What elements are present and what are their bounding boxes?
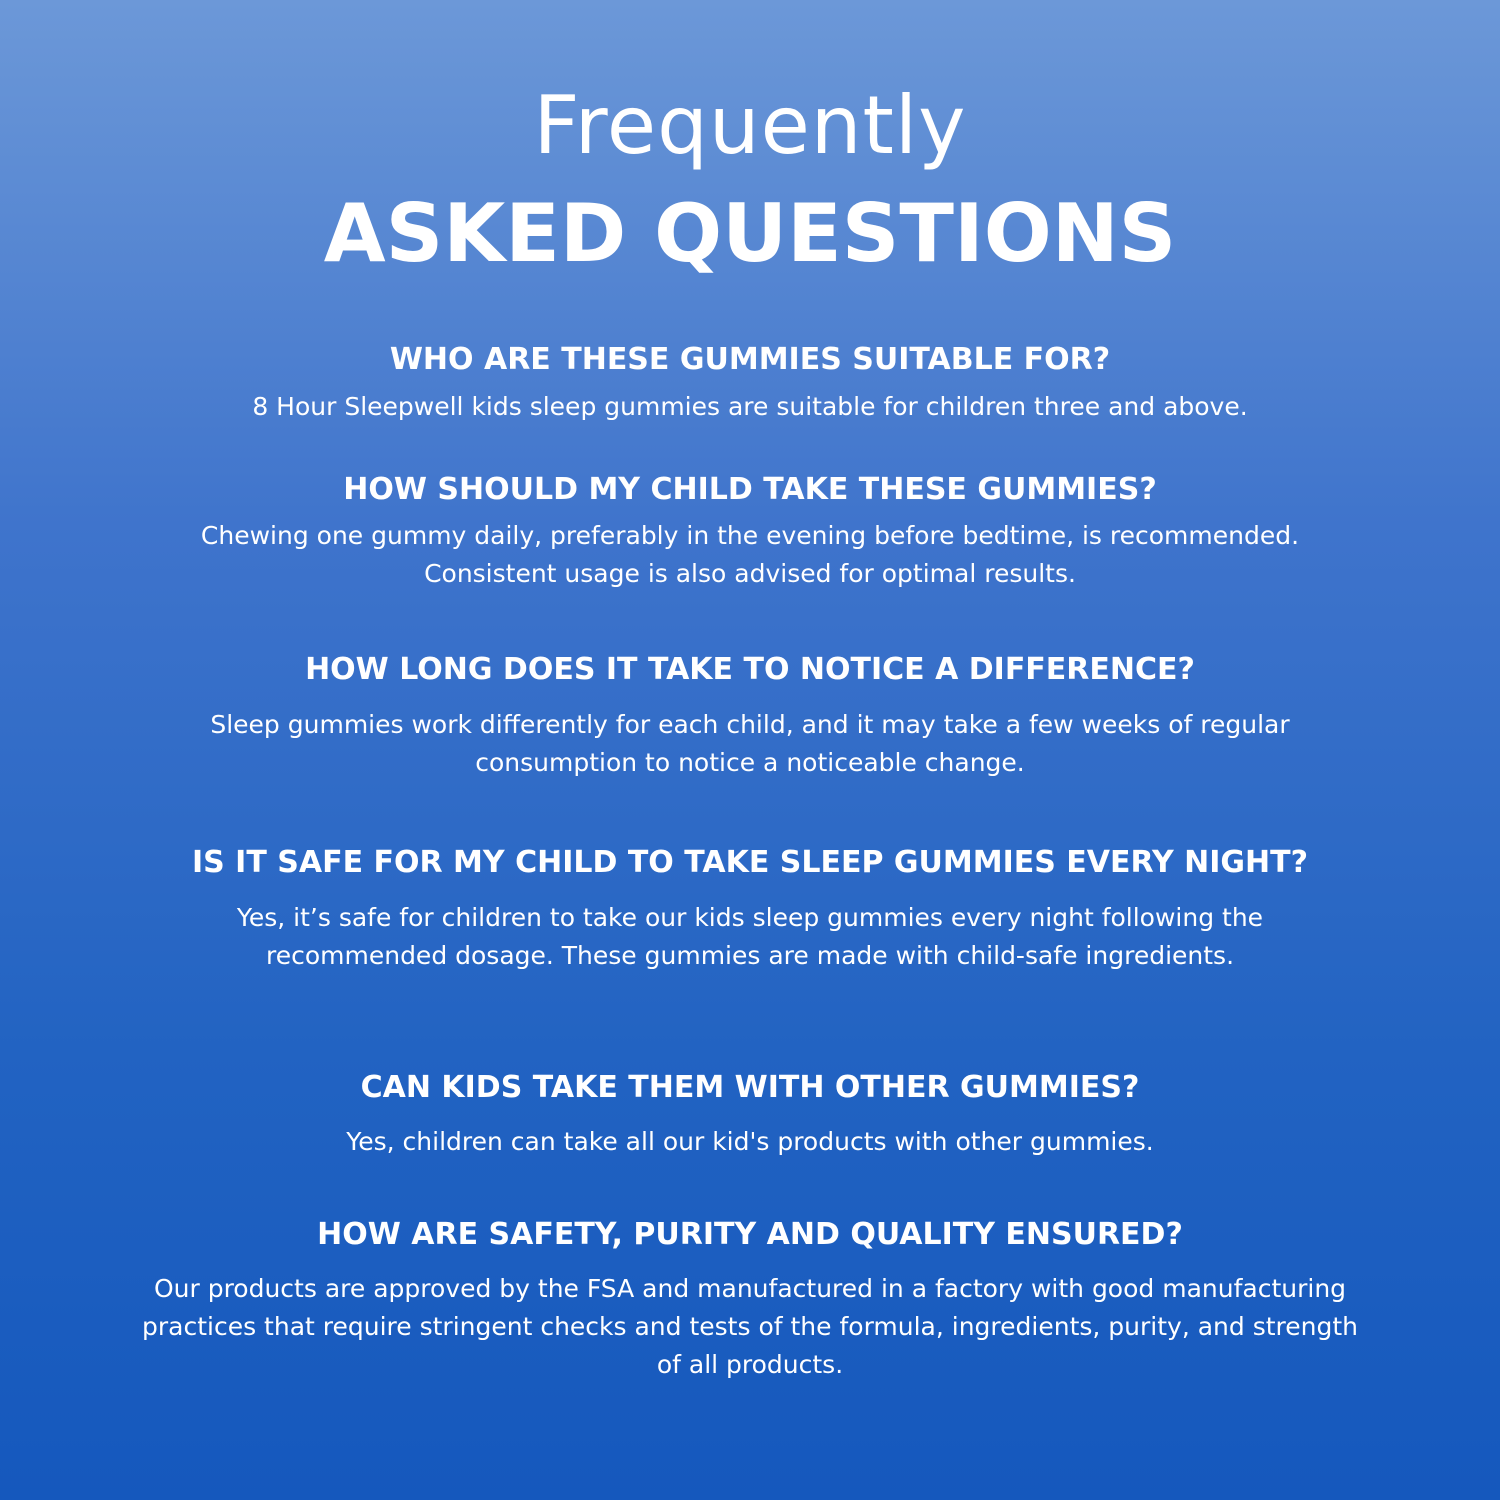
faq-question-other-gummies: CAN KIDS TAKE THEM WITH OTHER GUMMIES? — [360, 1070, 1140, 1105]
faq-answer-quality: Our products are approved by the FSA and manufactured in a factory with good manufacturing practices that require stringent checks and tests of the formula, ingredients, purity, and strength of all products. — [141, 1274, 1358, 1379]
faq-question-quality: HOW ARE SAFETY, PURITY AND QUALITY ENSURED? — [317, 1217, 1183, 1252]
faq-answer-other-gummies: Yes, children can take all our kid's products with other gummies. — [346, 1127, 1154, 1156]
page-title-light: Frequently — [533, 79, 967, 172]
faq-answer-time-to-notice: Sleep gummies work differently for each child, and it may take a few weeks of regular consumption to notice a noticeable change. — [210, 710, 1290, 777]
faq-question-suitability: WHO ARE THESE GUMMIES SUITABLE FOR? — [389, 342, 1111, 377]
faq-answer-nightly-safety: Yes, it’s safe for children to take our kids sleep gummies every night following the recommended dosage. These gummies are made with child-safe ingredients. — [236, 903, 1264, 970]
faq-answer-how-to-take: Chewing one gummy daily, preferably in the evening before bedtime, is recommended. Consistent usage is also advised for optimal results. — [200, 521, 1300, 588]
faq-question-nightly-safety: IS IT SAFE FOR MY CHILD TO TAKE SLEEP GUMMIES EVERY NIGHT? — [191, 845, 1309, 880]
faq-question-how-to-take: HOW SHOULD MY CHILD TAKE THESE GUMMIES? — [343, 472, 1157, 507]
faq-question-time-to-notice: HOW LONG DOES IT TAKE TO NOTICE A DIFFERENCE? — [305, 652, 1195, 687]
page-title-bold: ASKED QUESTIONS — [323, 187, 1177, 280]
faq-answer-suitability: 8 Hour Sleepwell kids sleep gummies are suitable for children three and above. — [252, 392, 1248, 421]
